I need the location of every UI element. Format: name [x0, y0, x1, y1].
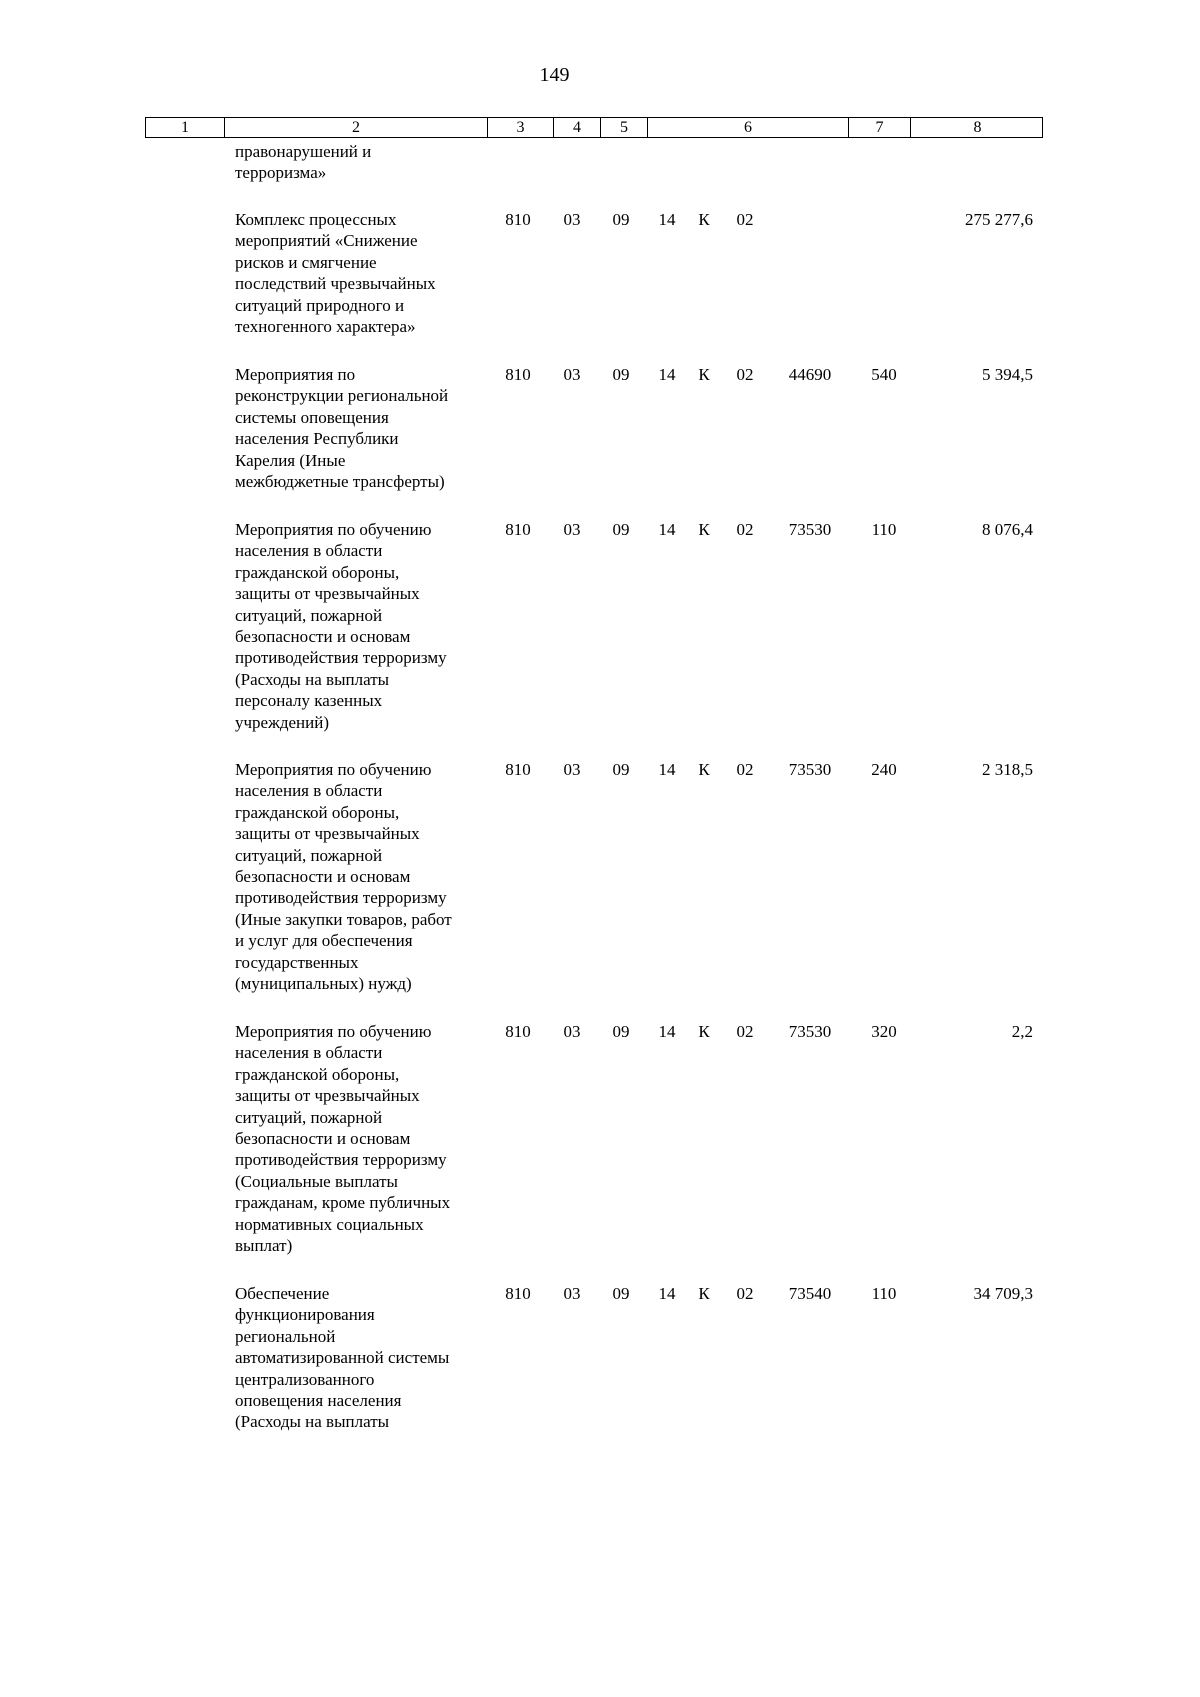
row-program-letter: К	[698, 1022, 710, 1041]
row-expense-type: 320	[871, 1022, 897, 1041]
row-podrazdel: 09	[612, 210, 630, 229]
row-amount: 34 709,3	[973, 1284, 1033, 1303]
row-expense-type: 540	[871, 365, 897, 384]
row-subprogram: 02	[736, 760, 754, 779]
row-description: Мероприятия по обучению населения в области гражданской обороны, защиты от чрезвычайных ситуаций, пожарной безопасности и основам противодействия терроризму (Социальные выплаты гражданам, кроме публичных нормативных социальных выплат)	[235, 1022, 451, 1256]
row-description: Мероприятия по реконструкции региональной системы оповещения населения Республики Карелия (Иные межбюджетные трансферты)	[235, 365, 449, 492]
row-podrazdel: 09	[612, 520, 630, 539]
row-subprogram: 02	[736, 365, 754, 384]
row-podrazdel: 09	[612, 760, 630, 779]
row-description: Обеспечение функционирования региональной автоматизированной системы централизованного оповещения населения (Расходы на выплаты	[235, 1284, 450, 1432]
header-col-7: 7	[849, 118, 911, 137]
row-target-code: 73530	[788, 1022, 832, 1041]
row-program-letter: К	[698, 365, 710, 384]
row-target-code: 44690	[788, 365, 832, 384]
row-razdel: 03	[563, 365, 581, 384]
row-program: 14	[658, 760, 676, 779]
row-program: 14	[658, 1284, 676, 1303]
row-description: правонарушений и терроризма»	[235, 142, 372, 183]
header-col-6: 6	[648, 118, 849, 137]
row-razdel: 03	[563, 1022, 581, 1041]
page-number: 149	[539, 64, 570, 86]
row-description: Мероприятия по обучению населения в области гражданской обороны, защиты от чрезвычайных ситуаций, пожарной безопасности и основам противодействия терроризму (Иные закупки товаров, работ и услуг для обеспечения государственных (муниципальных) нужд)	[235, 760, 452, 994]
row-target-code: 73530	[788, 520, 832, 539]
row-program-letter: К	[698, 210, 710, 229]
row-glavn-code: 810	[505, 210, 531, 229]
row-program: 14	[658, 1022, 676, 1041]
row-glavn-code: 810	[505, 520, 531, 539]
row-target-code: 73540	[788, 1284, 832, 1303]
row-glavn-code: 810	[505, 760, 531, 779]
row-glavn-code: 810	[505, 365, 531, 384]
header-col-2: 2	[225, 118, 488, 137]
row-amount: 2,2	[1011, 1022, 1033, 1041]
row-razdel: 03	[563, 760, 581, 779]
header-col-8: 8	[973, 119, 982, 136]
row-podrazdel: 09	[612, 1022, 630, 1041]
row-glavn-code: 810	[505, 1022, 531, 1041]
row-razdel: 03	[563, 520, 581, 539]
row-description: Комплекс процессных мероприятий «Снижение рисков и смягчение последствий чрезвычайных ситуаций природного и техногенного характера»	[235, 210, 436, 337]
header-col-1: 1	[146, 118, 225, 137]
row-glavn-code: 810	[505, 1284, 531, 1303]
row-amount: 275 277,6	[965, 210, 1033, 229]
table-header-row	[145, 117, 1043, 138]
row-program: 14	[658, 210, 676, 229]
row-subprogram: 02	[736, 520, 754, 539]
row-podrazdel: 09	[612, 365, 630, 384]
row-razdel: 03	[563, 210, 581, 229]
header-col-4: 4	[554, 118, 601, 137]
row-program-letter: К	[698, 1284, 710, 1303]
row-amount: 2 318,5	[982, 760, 1033, 779]
row-podrazdel: 09	[612, 1284, 630, 1303]
row-program-letter: К	[698, 760, 710, 779]
row-subprogram: 02	[736, 1284, 754, 1303]
row-subprogram: 02	[736, 1022, 754, 1041]
row-target-code: 73530	[788, 760, 832, 779]
row-program: 14	[658, 520, 676, 539]
row-program-letter: К	[698, 520, 710, 539]
header-col-5: 5	[601, 118, 648, 137]
row-expense-type: 110	[871, 1284, 897, 1303]
row-amount: 5 394,5	[982, 365, 1033, 384]
row-amount: 8 076,4	[982, 520, 1033, 539]
row-subprogram: 02	[736, 210, 754, 229]
row-expense-type: 110	[871, 520, 897, 539]
row-expense-type: 240	[871, 760, 897, 779]
header-col-3: 3	[488, 118, 554, 137]
row-razdel: 03	[563, 1284, 581, 1303]
row-description: Мероприятия по обучению населения в области гражданской обороны, защиты от чрезвычайных ситуаций, пожарной безопасности и основам противодействия терроризму (Расходы на выплаты персоналу казенных учреждений)	[235, 520, 447, 732]
row-program: 14	[658, 365, 676, 384]
